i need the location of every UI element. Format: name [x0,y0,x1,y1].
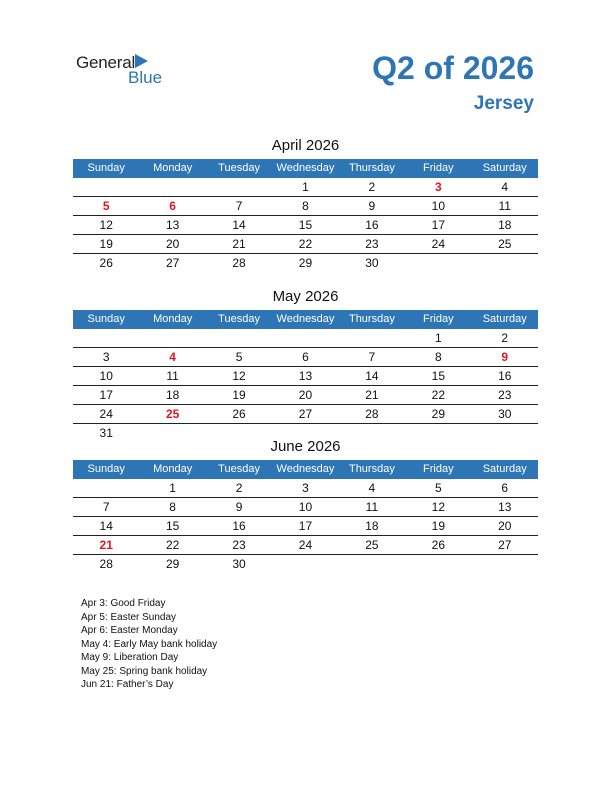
day-cell: 25 [165,407,180,421]
day-cell: 8 [169,500,176,514]
day-cell: 9 [235,500,243,514]
day-cell: 13 [165,218,180,232]
day-cell: 3 [102,350,110,364]
day-cell: 10 [431,199,445,213]
day-cell: 14 [232,218,246,232]
day-cell: 14 [365,369,379,383]
weekday-header-thursday: Thursday [348,162,395,174]
day-cell: 29 [165,557,180,571]
day-cell: 16 [365,218,379,232]
day-cell: 14 [99,519,113,533]
day-cell: 5 [434,481,442,495]
weekday-header-friday: Friday [423,162,454,174]
day-cell: 2 [368,180,376,194]
day-cell: 7 [235,199,243,213]
day-cell: 20 [498,519,512,533]
logo-blue-text: Blue [128,68,163,87]
empty-day-cell [272,555,338,573]
day-cell: 4 [169,350,176,364]
empty-day-cell [139,329,205,347]
day-cell: 28 [99,557,113,571]
day-cell: 1 [434,331,442,345]
week-row [73,479,538,498]
month-title: May 2026 [272,288,339,305]
week-row [73,235,538,254]
day-cell: 27 [298,407,313,421]
month-calendar-may [73,288,538,442]
weekday-header-wednesday: Wednesday [276,313,335,325]
day-cell: 22 [431,388,445,402]
week-row [73,555,538,573]
day-cell: 16 [232,519,246,533]
weekday-header-tuesday: Tuesday [218,463,260,475]
weekday-header-friday: Friday [423,463,454,475]
empty-day-cell [339,555,405,573]
week-row [73,216,538,235]
day-cell: 21 [232,237,246,251]
empty-day-cell [472,555,538,573]
day-cell: 25 [365,538,379,552]
day-cell: 12 [232,369,246,383]
logo-general-text: General [76,53,136,72]
day-cell: 30 [365,256,379,270]
week-row [73,367,538,386]
day-cell: 12 [99,218,113,232]
weekday-header-saturday: Saturday [482,162,527,174]
week-row [73,348,538,367]
weekday-header-monday: Monday [153,313,193,325]
day-cell: 8 [302,199,309,213]
day-cell: 30 [232,557,246,571]
day-cell: 24 [431,237,445,251]
day-cell: 15 [298,218,313,232]
day-cell: 13 [298,369,313,383]
day-cell: 12 [431,500,445,514]
day-cell: 13 [498,500,512,514]
day-cell: 8 [434,350,442,364]
week-row [73,405,538,424]
day-cell: 16 [498,369,512,383]
day-cell: 29 [298,256,313,270]
holiday-list [81,597,217,692]
day-cell: 23 [365,237,379,251]
day-cell: 3 [434,180,442,194]
empty-day-cell [405,254,471,272]
day-cell: 18 [165,388,180,402]
day-cell: 19 [232,388,246,402]
day-cell: 15 [431,369,445,383]
day-cell: 27 [165,256,180,270]
day-cell: 26 [99,256,113,270]
day-cell: 9 [501,350,509,364]
day-cell: 20 [298,388,313,402]
day-cell: 3 [302,481,309,495]
day-cell: 18 [498,218,512,232]
empty-day-cell [206,329,272,347]
day-cell: 5 [235,350,243,364]
day-cell: 7 [102,500,110,514]
day-cell: 28 [365,407,379,421]
day-cell: 31 [99,426,113,440]
holiday-list-item: Apr 5: Easter Sunday [81,611,177,623]
weekday-header-monday: Monday [153,162,193,174]
day-cell: 11 [365,500,379,514]
day-cell: 28 [232,256,246,270]
holiday-list-item: May 25: Spring bank holiday [81,665,208,677]
weekday-header-saturday: Saturday [482,313,527,325]
month-calendar-april [73,137,538,272]
weekday-header-tuesday: Tuesday [218,313,260,325]
day-cell: 21 [99,538,113,552]
month-title: June 2026 [270,438,341,455]
week-row [73,329,538,348]
day-cell: 19 [431,519,445,533]
weekday-header-friday: Friday [423,313,454,325]
day-cell: 15 [165,519,180,533]
day-cell: 17 [431,218,445,232]
day-cell: 20 [165,237,180,251]
day-cell: 6 [501,481,509,495]
day-cell: 6 [302,350,309,364]
weekday-header-monday: Monday [153,463,193,475]
logo-flag-icon [135,54,148,68]
empty-day-cell [73,479,139,497]
holiday-list-item: May 9: Liberation Day [81,652,179,663]
day-cell: 1 [169,481,176,495]
holiday-list-item: Jun 21: Father’s Day [81,679,174,690]
day-cell: 24 [99,407,113,421]
week-row [73,517,538,536]
weekday-header-row [73,460,538,479]
week-row [73,197,538,216]
weekday-header-saturday: Saturday [482,463,527,475]
empty-day-cell [472,254,538,272]
empty-day-cell [73,329,139,347]
day-cell: 24 [298,538,313,552]
week-row [73,254,538,272]
week-row [73,498,538,517]
day-cell: 23 [498,388,512,402]
day-cell: 2 [501,331,509,345]
empty-day-cell [272,329,338,347]
weekday-header-sunday: Sunday [87,463,125,475]
weekday-header-thursday: Thursday [348,313,395,325]
day-cell: 10 [298,500,313,514]
holiday-list-item: May 4: Early May bank holiday [81,638,218,650]
weekday-header-wednesday: Wednesday [276,463,335,475]
day-cell: 1 [302,180,309,194]
empty-day-cell [139,178,205,196]
weekday-header-sunday: Sunday [87,162,125,174]
weekday-header-thursday: Thursday [348,463,395,475]
day-cell: 17 [99,388,113,402]
day-cell: 9 [368,199,376,213]
day-cell: 27 [498,538,512,552]
empty-day-cell [405,555,471,573]
weekday-header-sunday: Sunday [87,313,125,325]
page-title: Q2 of 2026 [372,50,534,86]
day-cell: 26 [431,538,445,552]
month-title: April 2026 [271,137,340,154]
weekday-header-row [73,159,538,178]
empty-day-cell [339,329,405,347]
day-cell: 2 [235,481,243,495]
day-cell: 4 [368,481,376,495]
weekday-header-wednesday: Wednesday [276,162,335,174]
day-cell: 11 [498,199,511,213]
day-cell: 21 [365,388,379,402]
day-cell: 26 [232,407,246,421]
logo [76,53,176,87]
day-cell: 5 [102,199,110,213]
week-row [73,386,538,405]
holiday-list-item: Apr 3: Good Friday [81,598,166,609]
weekday-header-row [73,310,538,329]
weekday-header-tuesday: Tuesday [218,162,260,174]
day-cell: 22 [165,538,180,552]
day-cell: 6 [169,199,176,213]
day-cell: 11 [166,369,179,383]
empty-day-cell [206,178,272,196]
day-cell: 25 [498,237,512,251]
day-cell: 30 [498,407,512,421]
day-cell: 7 [368,350,376,364]
day-cell: 18 [365,519,379,533]
day-cell: 22 [298,237,313,251]
day-cell: 23 [232,538,246,552]
day-cell: 29 [431,407,445,421]
day-cell: 10 [99,369,113,383]
day-cell: 4 [501,180,509,194]
month-calendar-june [73,438,538,573]
day-cell: 19 [99,237,113,251]
empty-day-cell [73,178,139,196]
holiday-list-item: Apr 6: Easter Monday [81,625,178,636]
day-cell: 17 [298,519,313,533]
week-row [73,178,538,197]
region-title: Jersey [473,93,534,114]
week-row [73,536,538,555]
